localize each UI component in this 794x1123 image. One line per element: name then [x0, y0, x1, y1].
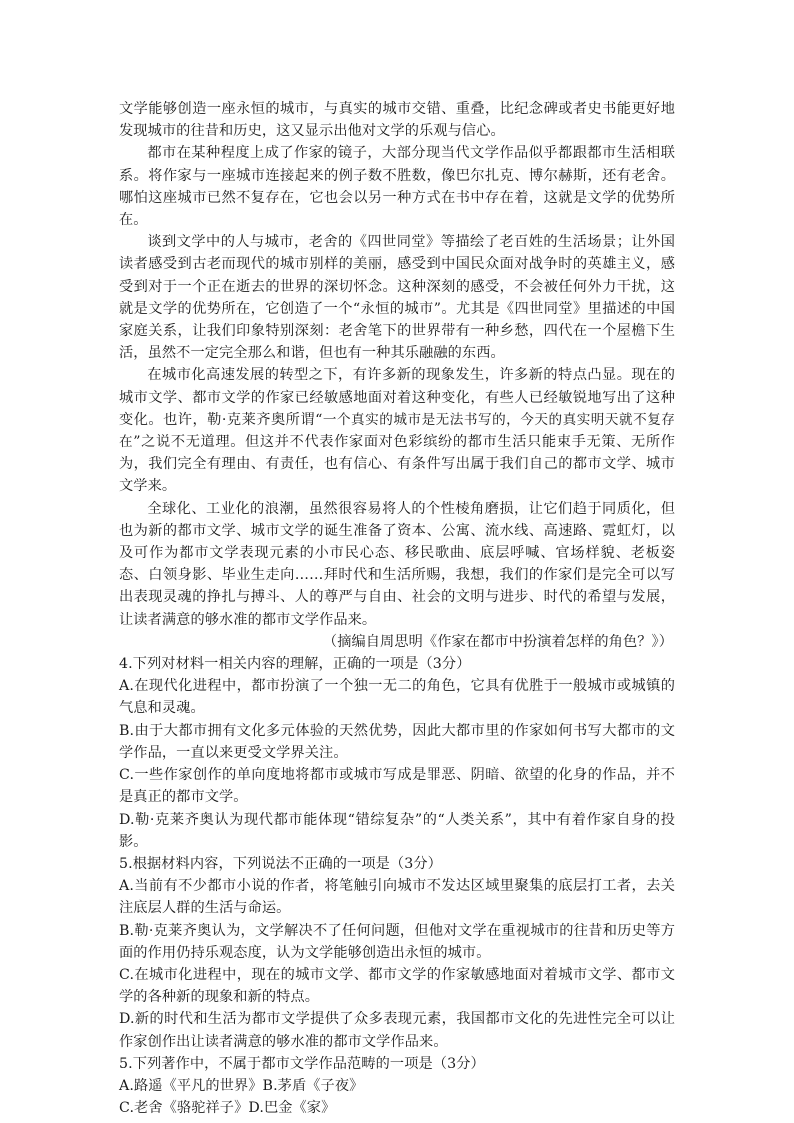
question-5-option-c: C.在城市化进程中，现在的城市文学、都市文学的作家敏感地面对着城市文学、都市文学的各种新的现象和新的特点。 [119, 966, 675, 1006]
paragraph-4-text-after: ”之说不无道理。但这并不代表作家面对色彩缤纷的都市生活只能束手无策、无所作为，我们完全有理由、有责任，也有信心、有条件写出属于我们自己的都市文学、城市文学来。 [119, 434, 675, 495]
question-5 [119, 853, 675, 1053]
question-4-stem: 4.下列对材料一相关内容的理解，正确的一项是（3分） [119, 656, 471, 673]
article-paragraph-1: 文学能够创造一座永恒的城市，与真实的城市交错、重叠，比纪念碑或者史书能更好地发现城市的往昔和历史，这又显示出他对文学的乐观与信心。 [119, 101, 675, 140]
article-paragraph-5: 全球化、工业化的浪潮，虽然很容易将人的个性棱角磨损，让它们趋于同质化，但也为新的都市文学、城市文学的诞生准备了资本、公寓、流水线、高速路、霓虹灯，以及可作为都市文学表现元素的小市民心态、移民歌曲、底层呼喊、官场样貌、老板姿态、白领身影、毕业生走向……拜时代和生活所赐，我想，我们的作家们是完全可以写出表现灵魂的挣扎与搏斗、人的尊严与自由、社会的文明与进步、时代的希望与发展，让读者满意的够水准的都市文学作品来。 [119, 500, 675, 628]
question-4-option-b: B.由于大都市拥有文化多元体验的天然优势，因此大都市里的作家如何书写大都市的文学作品，一直以来更受文学界关注。 [119, 722, 675, 761]
question-4-option-a: A.在现代化进程中，都市扮演了一个独一无二的角色，它具有优胜于一般城市或城镇的气息和灵魂。 [119, 678, 675, 717]
question-6-options-line-1: A.路遥《平凡的世界》B.茅盾《子夜》 [119, 1077, 364, 1094]
question-4 [119, 653, 675, 853]
question-5-option-a: A.当前有不少都市小说的作者，将笔触引向城市不发达区域里聚集的底层打工者，去关注底层人群的生活与命运。 [119, 878, 675, 917]
question-4-option-c: C.一些作家创作的单向度地将都市或城市写成是罪恶、阴暗、欲望的化身的作品，并不是真正的都市文学。 [119, 767, 675, 806]
article-paragraph-4 [119, 364, 675, 497]
question-6-options-line-2: C.老舍《骆驼祥子》D.巴金《家》 [119, 1100, 336, 1117]
question-6 [119, 1053, 675, 1120]
paragraph-4-text-before: 在城市化高速发展的转型之下，有许多新的现象发生，许多新的特点凸显。现在的城市文学、都市文学的作家已经敏感地面对着这种变化，有些人已经敏锐地写出了这种变化。也许，勒·克莱齐奥所谓“ [119, 367, 675, 428]
article-paragraph-2: 都市在某种程度上成了作家的镜子，大部分现当代文学作品似乎都跟都市生活相联系。将作家与一座城市连接起来的例子数不胜数，像巴尔扎克、博尔赫斯，还有老舍。哪怕这座城市已然不复存在，它也会以另一种方式在书中存在着，这就是文学的优势所在。 [119, 145, 675, 229]
article-paragraph-3: 谈到文学中的人与城市，老舍的《四世同堂》等描绘了老百姓的生活场景；让外国读者感受到古老而现代的城市别样的美丽，感受到中国民众面对战争时的英雄主义，感受到对于一个正在逝去的世界的深切怀念。这种深刻的感受，不会被任何外力干扰，这就是文学的优势所在，它创造了一个“永恒的城市”。尤其是《四世同堂》里描述的中国家庭关系，让我们印象特别深刻：老舍笔下的世界带有一种乡愁，四代在一个屋檐下生活，虽然不一定完全那么和谐，但也有一种其乐融融的东西。 [119, 234, 675, 362]
question-6-stem: 5.下列著作中，不属于都市文学作品范畴的一项是（3分） [119, 1055, 485, 1072]
question-5-option-d: D.新的时代和生活为都市文学提供了众多表现元素，我国都市文化的先进性完全可以让作家创作出让读者满意的够水准的都市文学作品来。 [119, 1011, 675, 1050]
question-4-option-d: D.勒·克莱齐奥认为现代都市能体现“错综复杂”的“人类关系”，其中有着作家自身的投影。 [119, 811, 675, 850]
document-page [119, 98, 675, 1119]
article-source: （摘编自周思明《作家在都市中扮演着怎样的角色？》） [322, 633, 673, 650]
question-5-option-b: B.勒·克莱齐奥认为，文学解决不了任何问题，但他对文学在重视城市的往昔和历史等方面的作用仍持乐观态度，认为文学能够创造出永恒的城市。 [119, 922, 675, 961]
question-5-stem: 5.根据材料内容，下列说法不正确的一项是（3分） [119, 855, 442, 872]
paragraph-4-quote: 一个真实的城市是无法书写的，今天的真实明天就不复存在 [119, 411, 676, 451]
